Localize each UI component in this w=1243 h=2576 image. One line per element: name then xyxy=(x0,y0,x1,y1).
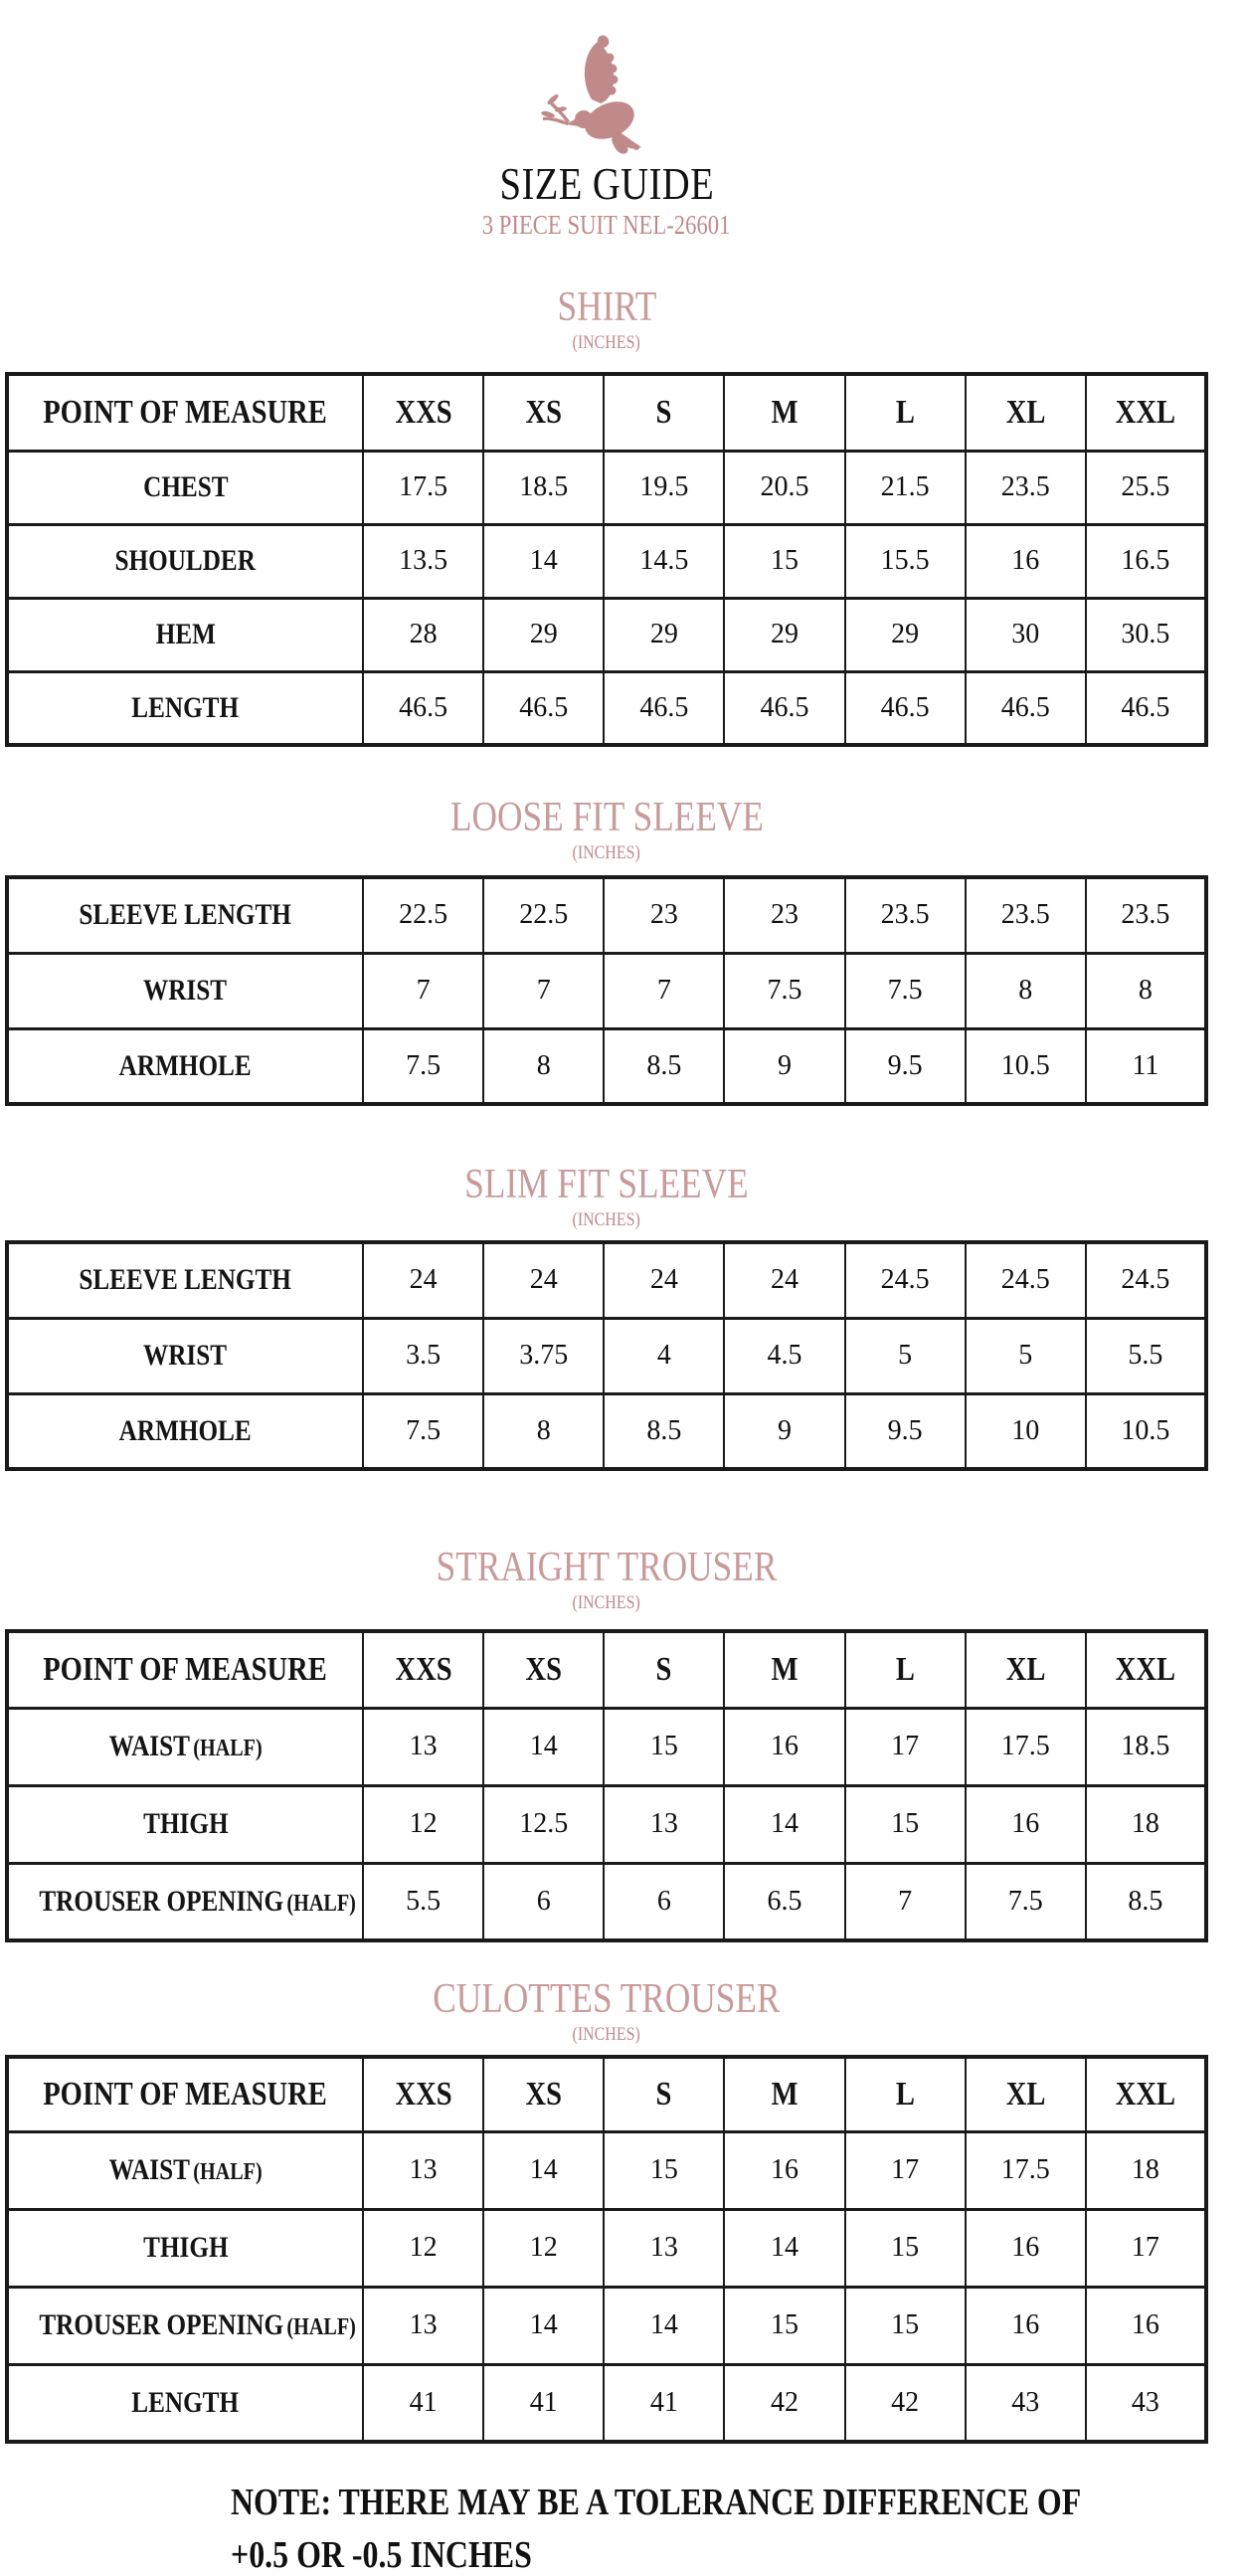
value-cell: 13 xyxy=(604,1785,724,1863)
table-row xyxy=(7,2364,1206,2442)
table-row xyxy=(7,1028,1206,1104)
value-cell: 29 xyxy=(604,598,724,671)
value-cell: 13 xyxy=(363,2287,483,2364)
sections-host xyxy=(0,286,1213,2444)
row-label: HEM xyxy=(7,598,363,671)
value-cell: 9 xyxy=(724,1028,844,1104)
table-row xyxy=(7,877,1206,953)
value-cell: 46.5 xyxy=(363,671,483,745)
dove-olive-branch-icon xyxy=(539,36,650,155)
product-subtitle-text: 3 PIECE SUIT NEL-26601 xyxy=(482,210,731,240)
row-label: WRIST xyxy=(7,1318,363,1393)
value-cell: 14 xyxy=(483,524,604,598)
table-header-row xyxy=(7,374,1206,451)
shirt-table xyxy=(5,372,1208,747)
section-straight-trouser xyxy=(0,1547,1213,1942)
value-cell: 14 xyxy=(483,1708,604,1785)
value-cell: 15 xyxy=(724,2287,844,2364)
value-cell: 43 xyxy=(1086,2364,1206,2442)
value-cell: 14 xyxy=(724,1785,844,1863)
value-cell: 17.5 xyxy=(966,1708,1086,1785)
column-header-point-of-measure: POINT OF MEASURE xyxy=(7,2057,363,2131)
value-cell: 23.5 xyxy=(1086,877,1206,953)
row-label: ARMHOLE xyxy=(7,1393,363,1469)
table-row xyxy=(7,953,1206,1028)
value-cell: 16 xyxy=(966,2287,1086,2364)
column-header-size: L xyxy=(845,374,966,451)
tolerance-note-line-2: +0.5 OR -0.5 INCHES xyxy=(231,2534,532,2576)
culottes-trouser-table xyxy=(5,2055,1208,2444)
value-cell: 21.5 xyxy=(845,451,966,524)
column-header-size: XXS xyxy=(363,374,483,451)
section-title: SLIM FIT SLEEVE xyxy=(464,1162,749,1207)
value-cell: 18 xyxy=(1086,1785,1206,1863)
column-header-size: S xyxy=(604,374,724,451)
section-slim-fit-sleeve xyxy=(0,1164,1213,1471)
value-cell: 8 xyxy=(1086,953,1206,1028)
value-cell: 24 xyxy=(483,1242,604,1318)
value-cell: 24.5 xyxy=(845,1242,966,1318)
table-row xyxy=(7,1708,1206,1785)
column-header-size: S xyxy=(604,1631,724,1708)
value-cell: 8.5 xyxy=(604,1028,724,1104)
straight-trouser-table xyxy=(5,1629,1208,1942)
value-cell: 42 xyxy=(724,2364,844,2442)
table-row xyxy=(7,2209,1206,2287)
value-cell: 46.5 xyxy=(483,671,604,745)
column-header-size: XL xyxy=(966,374,1086,451)
tolerance-note-line-1: NOTE: THERE MAY BE A TOLERANCE DIFFERENCE OF xyxy=(231,2482,1082,2523)
section-shirt xyxy=(0,286,1213,747)
column-header-size: L xyxy=(845,2057,966,2131)
row-label: WRIST xyxy=(7,953,363,1028)
table-row xyxy=(7,1318,1206,1393)
value-cell: 9 xyxy=(724,1393,844,1469)
row-label: SLEEVE LENGTH xyxy=(7,877,363,953)
value-cell: 16 xyxy=(1086,2287,1206,2364)
table-row xyxy=(7,598,1206,671)
value-cell: 42 xyxy=(845,2364,966,2442)
value-cell: 10 xyxy=(966,1393,1086,1469)
value-cell: 14.5 xyxy=(604,524,724,598)
column-header-size: S xyxy=(604,2057,724,2131)
slim-fit-sleeve-table xyxy=(5,1240,1208,1471)
column-header-size: XL xyxy=(966,1631,1086,1708)
value-cell: 28 xyxy=(363,598,483,671)
size-guide-document xyxy=(0,36,1213,2576)
tolerance-note xyxy=(231,2484,1213,2574)
value-cell: 30 xyxy=(966,598,1086,671)
table-row xyxy=(7,2287,1206,2364)
value-cell: 24 xyxy=(363,1242,483,1318)
table-row xyxy=(7,671,1206,745)
column-header-size: M xyxy=(724,374,844,451)
section-title: CULOTTES TROUSER xyxy=(433,1976,781,2022)
value-cell: 29 xyxy=(845,598,966,671)
row-label: WAIST (HALF) xyxy=(7,1708,363,1785)
value-cell: 15 xyxy=(845,2209,966,2287)
column-header-size: XXL xyxy=(1086,1631,1206,1708)
value-cell: 10.5 xyxy=(1086,1393,1206,1469)
product-subtitle xyxy=(0,212,1213,239)
value-cell: 23.5 xyxy=(966,877,1086,953)
value-cell: 13 xyxy=(604,2209,724,2287)
value-cell: 14 xyxy=(483,2131,604,2209)
value-cell: 41 xyxy=(363,2364,483,2442)
column-header-size: XXL xyxy=(1086,374,1206,451)
section-title: LOOSE FIT SLEEVE xyxy=(449,795,764,840)
value-cell: 18 xyxy=(1086,2131,1206,2209)
value-cell: 19.5 xyxy=(604,451,724,524)
value-cell: 16 xyxy=(724,2131,844,2209)
row-label: CHEST xyxy=(7,451,363,524)
value-cell: 8 xyxy=(966,953,1086,1028)
row-label: THIGH xyxy=(7,1785,363,1863)
value-cell: 41 xyxy=(604,2364,724,2442)
value-cell: 17 xyxy=(1086,2209,1206,2287)
row-label: TROUSER OPENING (HALF) xyxy=(7,1863,363,1940)
table-row xyxy=(7,1393,1206,1469)
row-label: THIGH xyxy=(7,2209,363,2287)
brand-header xyxy=(0,36,1213,239)
value-cell: 12.5 xyxy=(483,1785,604,1863)
value-cell: 7.5 xyxy=(845,953,966,1028)
section-unit-label: (INCHES) xyxy=(572,332,641,353)
value-cell: 23 xyxy=(604,877,724,953)
column-header-size: XS xyxy=(483,374,604,451)
value-cell: 22.5 xyxy=(363,877,483,953)
value-cell: 7 xyxy=(845,1863,966,1940)
value-cell: 9.5 xyxy=(845,1028,966,1104)
row-label: SLEEVE LENGTH xyxy=(7,1242,363,1318)
value-cell: 46.5 xyxy=(966,671,1086,745)
column-header-size: XS xyxy=(483,2057,604,2131)
value-cell: 14 xyxy=(604,2287,724,2364)
value-cell: 8 xyxy=(483,1393,604,1469)
value-cell: 15 xyxy=(845,2287,966,2364)
value-cell: 15 xyxy=(604,2131,724,2209)
value-cell: 22.5 xyxy=(483,877,604,953)
value-cell: 13.5 xyxy=(363,524,483,598)
value-cell: 16 xyxy=(966,1785,1086,1863)
column-header-size: XXL xyxy=(1086,2057,1206,2131)
value-cell: 46.5 xyxy=(724,671,844,745)
value-cell: 8.5 xyxy=(604,1393,724,1469)
value-cell: 23 xyxy=(724,877,844,953)
value-cell: 16 xyxy=(966,524,1086,598)
value-cell: 7 xyxy=(604,953,724,1028)
value-cell: 23.5 xyxy=(845,877,966,953)
row-label: TROUSER OPENING (HALF) xyxy=(7,2287,363,2364)
row-label: SHOULDER xyxy=(7,524,363,598)
table-header-row xyxy=(7,1631,1206,1708)
value-cell: 7 xyxy=(363,953,483,1028)
row-label: ARMHOLE xyxy=(7,1028,363,1104)
value-cell: 13 xyxy=(363,2131,483,2209)
table-header-row xyxy=(7,2057,1206,2131)
value-cell: 16 xyxy=(966,2209,1086,2287)
table-row xyxy=(7,2131,1206,2209)
value-cell: 10.5 xyxy=(966,1028,1086,1104)
value-cell: 16.5 xyxy=(1086,524,1206,598)
table-row xyxy=(7,524,1206,598)
section-loose-fit-sleeve xyxy=(0,797,1213,1106)
loose-fit-sleeve-table xyxy=(5,875,1208,1106)
value-cell: 3.5 xyxy=(363,1318,483,1393)
value-cell: 29 xyxy=(724,598,844,671)
value-cell: 18.5 xyxy=(483,451,604,524)
value-cell: 5 xyxy=(845,1318,966,1393)
value-cell: 8.5 xyxy=(1086,1863,1206,1940)
value-cell: 16 xyxy=(724,1708,844,1785)
value-cell: 5.5 xyxy=(1086,1318,1206,1393)
value-cell: 20.5 xyxy=(724,451,844,524)
section-title: STRAIGHT TROUSER xyxy=(436,1545,778,1590)
value-cell: 17 xyxy=(845,2131,966,2209)
value-cell: 15 xyxy=(845,1785,966,1863)
value-cell: 13 xyxy=(363,1708,483,1785)
value-cell: 29 xyxy=(483,598,604,671)
value-cell: 8 xyxy=(483,1028,604,1104)
value-cell: 7.5 xyxy=(363,1028,483,1104)
row-label: LENGTH xyxy=(7,671,363,745)
row-label: LENGTH xyxy=(7,2364,363,2442)
value-cell: 6 xyxy=(604,1863,724,1940)
column-header-size: M xyxy=(724,1631,844,1708)
value-cell: 14 xyxy=(483,2287,604,2364)
value-cell: 7.5 xyxy=(966,1863,1086,1940)
value-cell: 24 xyxy=(724,1242,844,1318)
table-row xyxy=(7,451,1206,524)
value-cell: 46.5 xyxy=(604,671,724,745)
value-cell: 24 xyxy=(604,1242,724,1318)
value-cell: 24.5 xyxy=(1086,1242,1206,1318)
value-cell: 17.5 xyxy=(363,451,483,524)
value-cell: 11 xyxy=(1086,1028,1206,1104)
value-cell: 15 xyxy=(724,524,844,598)
value-cell: 5.5 xyxy=(363,1863,483,1940)
value-cell: 12 xyxy=(363,2209,483,2287)
value-cell: 7.5 xyxy=(363,1393,483,1469)
value-cell: 4 xyxy=(604,1318,724,1393)
value-cell: 9.5 xyxy=(845,1393,966,1469)
column-header-size: XS xyxy=(483,1631,604,1708)
table-row xyxy=(7,1242,1206,1318)
section-unit-label: (INCHES) xyxy=(572,2024,641,2045)
value-cell: 24.5 xyxy=(966,1242,1086,1318)
column-header-point-of-measure: POINT OF MEASURE xyxy=(7,374,363,451)
value-cell: 17.5 xyxy=(966,2131,1086,2209)
page-title-text: SIZE GUIDE xyxy=(499,158,714,209)
table-row xyxy=(7,1785,1206,1863)
column-header-size: L xyxy=(845,1631,966,1708)
value-cell: 5 xyxy=(966,1318,1086,1393)
value-cell: 3.75 xyxy=(483,1318,604,1393)
value-cell: 12 xyxy=(363,1785,483,1863)
page-title xyxy=(0,158,1213,209)
column-header-point-of-measure: POINT OF MEASURE xyxy=(7,1631,363,1708)
value-cell: 30.5 xyxy=(1086,598,1206,671)
value-cell: 7 xyxy=(483,953,604,1028)
section-title: SHIRT xyxy=(557,284,656,330)
section-unit-label: (INCHES) xyxy=(572,1209,641,1230)
value-cell: 23.5 xyxy=(966,451,1086,524)
value-cell: 12 xyxy=(483,2209,604,2287)
value-cell: 15 xyxy=(604,1708,724,1785)
value-cell: 18.5 xyxy=(1086,1708,1206,1785)
row-label: WAIST (HALF) xyxy=(7,2131,363,2209)
value-cell: 6.5 xyxy=(724,1863,844,1940)
value-cell: 7.5 xyxy=(724,953,844,1028)
value-cell: 25.5 xyxy=(1086,451,1206,524)
value-cell: 15.5 xyxy=(845,524,966,598)
column-header-size: XL xyxy=(966,2057,1086,2131)
value-cell: 46.5 xyxy=(1086,671,1206,745)
column-header-size: XXS xyxy=(363,1631,483,1708)
value-cell: 4.5 xyxy=(724,1318,844,1393)
value-cell: 14 xyxy=(724,2209,844,2287)
value-cell: 43 xyxy=(966,2364,1086,2442)
column-header-size: M xyxy=(724,2057,844,2131)
section-culottes-trouser xyxy=(0,1978,1213,2444)
value-cell: 6 xyxy=(483,1863,604,1940)
value-cell: 46.5 xyxy=(845,671,966,745)
value-cell: 41 xyxy=(483,2364,604,2442)
section-unit-label: (INCHES) xyxy=(572,842,641,863)
value-cell: 17 xyxy=(845,1708,966,1785)
table-row xyxy=(7,1863,1206,1940)
column-header-size: XXS xyxy=(363,2057,483,2131)
section-unit-label: (INCHES) xyxy=(572,1592,641,1613)
